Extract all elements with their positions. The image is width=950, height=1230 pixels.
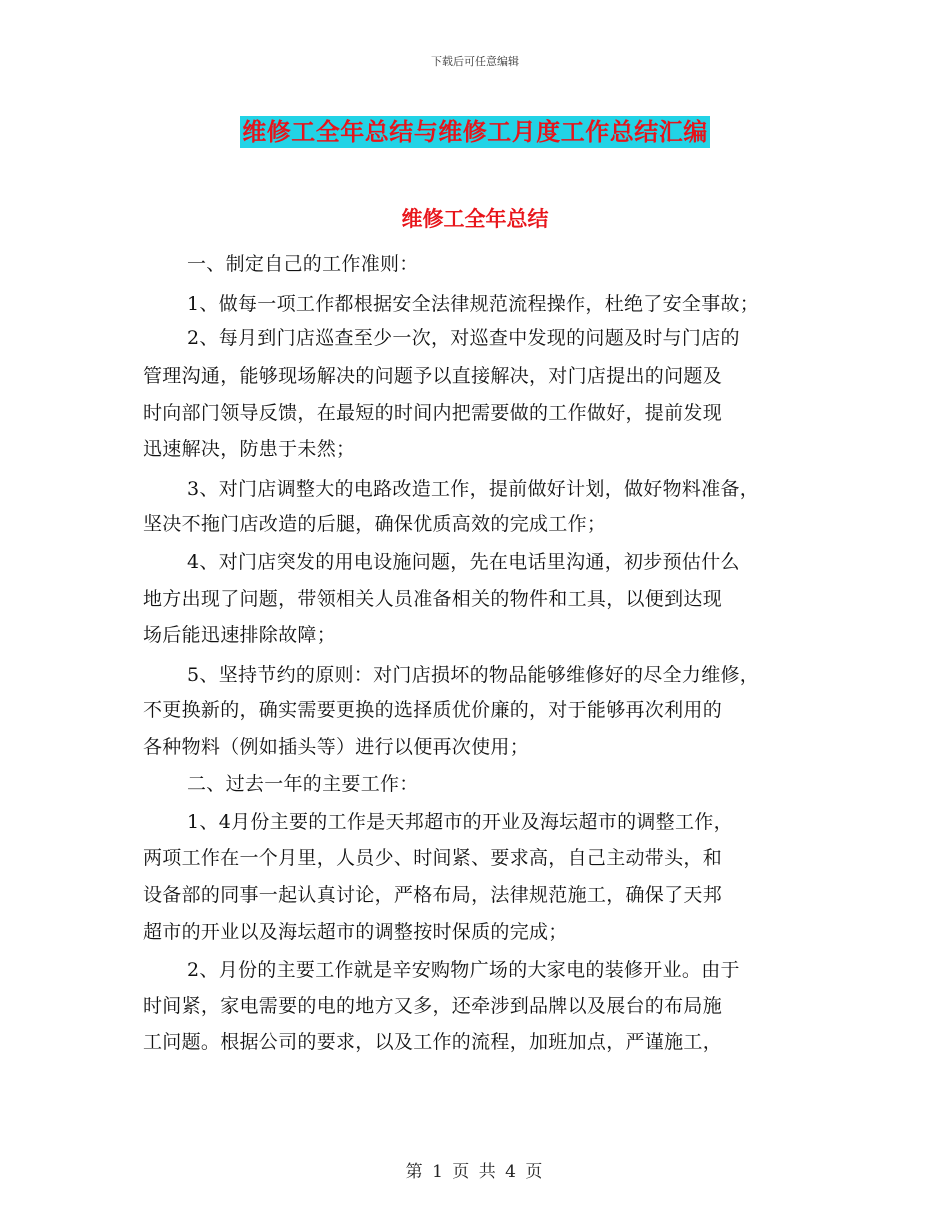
body-line: 不更换新的，确实需要更换的选择质优价廉的，对于能够再次利用的 bbox=[143, 699, 723, 721]
document-title bbox=[0, 112, 950, 147]
body-line: 1、做每一项工作都根据安全法律规范流程操作，杜绝了安全事故； bbox=[187, 293, 760, 315]
body-line: 两项工作在一个月里，人员少、时间紧、要求高，自己主动带头，和 bbox=[143, 847, 723, 869]
body-line: 工问题。根据公司的要求，以及工作的流程，加班加点，严谨施工， bbox=[143, 1031, 723, 1053]
body-line: 2、每月到门店巡查至少一次，对巡查中发现的问题及时与门店的 bbox=[187, 327, 740, 349]
body-line: 设备部的同事一起认真讨论，严格布局，法律规范施工，确保了天邦 bbox=[143, 884, 723, 906]
body-line: 一、制定自己的工作准则： bbox=[187, 253, 419, 275]
body-line: 2、月份的主要工作就是辛安购物广场的大家电的装修开业。由于 bbox=[187, 959, 740, 981]
body-line: 超市的开业以及海坛超市的调整按时保质的完成； bbox=[143, 921, 568, 943]
page-footer: 第 1 页 共 4 页 bbox=[405, 1162, 545, 1182]
body-line: 迅速解决，防患于未然； bbox=[143, 438, 356, 460]
body-line: 地方出现了问题，带领相关人员准备相关的物件和工具，以便到达现 bbox=[143, 588, 723, 610]
body-line: 时间紧，家电需要的电的地方又多，还牵涉到品牌以及展台的布局施 bbox=[143, 995, 723, 1017]
body-line: 5、坚持节约的原则：对门店损坏的物品能够维修好的尽全力维修， bbox=[187, 664, 760, 686]
body-line: 二、过去一年的主要工作： bbox=[187, 773, 419, 795]
body-line: 时向部门领导反馈，在最短的时间内把需要做的工作做好，提前发现 bbox=[143, 402, 723, 424]
body-line: 场后能迅速排除故障； bbox=[143, 624, 337, 646]
body-line: 4、对门店突发的用电设施问题，先在电话里沟通，初步预估什么 bbox=[187, 551, 740, 573]
body-line: 1、4月份主要的工作是天邦超市的开业及海坛超市的调整工作， bbox=[187, 811, 733, 833]
body-line: 管理沟通，能够现场解决的问题予以直接解决，对门店提出的问题及 bbox=[143, 365, 723, 387]
body-line: 坚决不拖门店改造的后腿，确保优质高效的完成工作； bbox=[143, 513, 607, 535]
document-title-text: 维修工全年总结与维修工月度工作总结汇编 bbox=[242, 118, 708, 146]
section-title: 维修工全年总结 bbox=[401, 207, 549, 231]
body-line: 各种物料（例如插头等）进行以便再次使用； bbox=[143, 736, 530, 758]
body-line: 3、对门店调整大的电路改造工作，提前做好计划，做好物料准备， bbox=[187, 478, 760, 500]
page-header: 下载后可任意编辑 bbox=[431, 55, 519, 68]
